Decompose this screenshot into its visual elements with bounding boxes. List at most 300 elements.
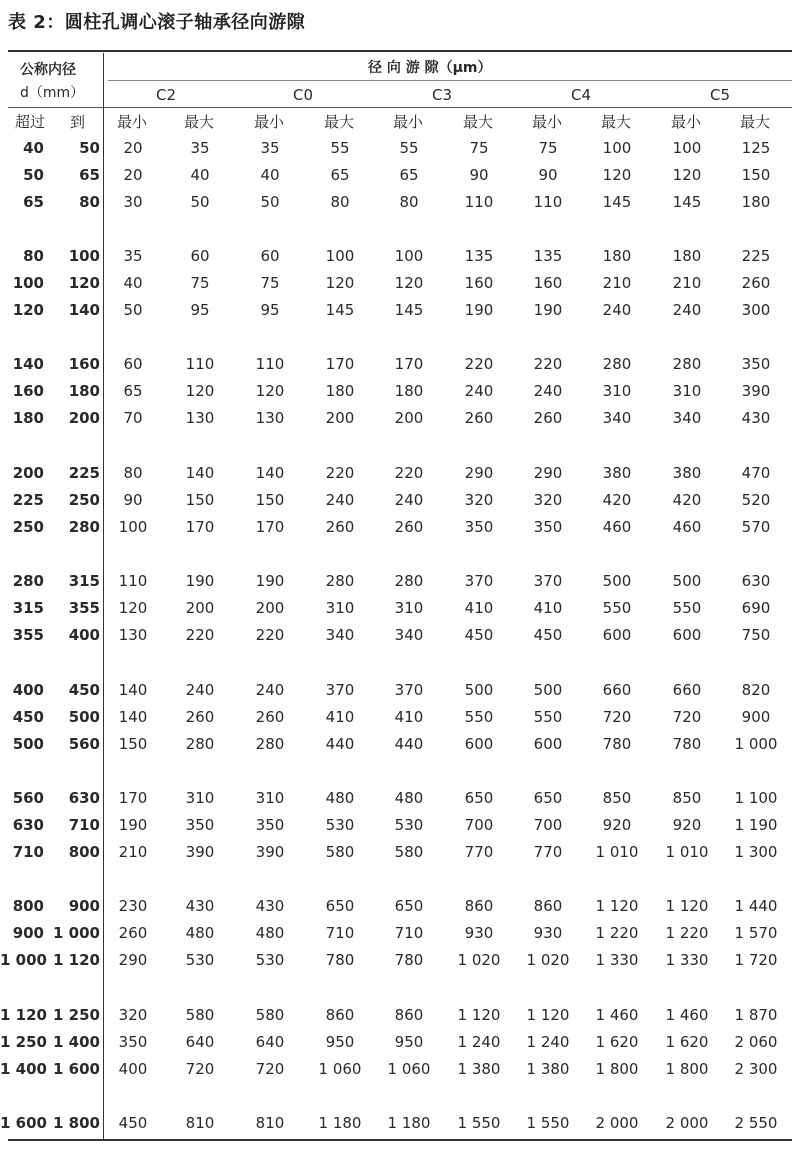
clearance-min-cell: 75 <box>538 139 558 157</box>
clearance-min-cell: 1 220 <box>665 924 709 942</box>
bore-to-cell: 450 <box>68 681 100 699</box>
subheader-max: 最大 <box>184 113 215 131</box>
clearance-min-cell: 65 <box>123 382 143 400</box>
clearance-max-cell: 660 <box>602 681 632 699</box>
clearance-max-cell: 260 <box>464 409 494 427</box>
clearance-min-cell: 480 <box>394 789 424 807</box>
clearance-max-cell: 920 <box>602 816 632 834</box>
clearance-min-cell: 1 120 <box>665 897 709 915</box>
clearance-min-cell: 860 <box>394 1006 424 1024</box>
clearance-min-cell: 260 <box>533 409 563 427</box>
clearance-min-cell: 40 <box>260 166 280 184</box>
clearance-max-cell: 570 <box>741 518 771 536</box>
bore-from-cell: 400 <box>12 681 44 699</box>
clearance-max-cell: 300 <box>741 301 771 319</box>
clearance-min-cell: 170 <box>394 355 424 373</box>
clearance-min-cell: 180 <box>672 247 702 265</box>
clearance-max-cell: 1 000 <box>734 735 778 753</box>
bore-to-cell: 900 <box>68 897 100 915</box>
clearance-min-cell: 810 <box>255 1114 285 1132</box>
subheader-max: 最大 <box>324 113 355 131</box>
subheader-max: 最大 <box>740 113 771 131</box>
clearance-max-cell: 720 <box>602 708 632 726</box>
clearance-max-cell: 100 <box>602 139 632 157</box>
clearance-max-cell: 140 <box>185 464 215 482</box>
clearance-max-cell: 380 <box>602 464 632 482</box>
clearance-max-cell: 1 570 <box>734 924 778 942</box>
bore-from-cell: 50 <box>23 166 44 184</box>
bore-from-cell: 280 <box>12 572 44 590</box>
clearance-max-cell: 370 <box>464 572 494 590</box>
clearance-min-cell: 450 <box>118 1114 148 1132</box>
clearance-max-cell: 450 <box>464 626 494 644</box>
clearance-max-cell: 710 <box>325 924 355 942</box>
clearance-max-cell: 200 <box>185 599 215 617</box>
clearance-max-cell: 1 550 <box>457 1114 501 1132</box>
clearance-min-cell: 780 <box>394 951 424 969</box>
clearance-max-cell: 1 720 <box>734 951 778 969</box>
clearance-min-cell: 240 <box>394 491 424 509</box>
clearance-min-cell: 75 <box>260 274 280 292</box>
clearance-min-cell: 920 <box>672 816 702 834</box>
clearance-min-cell: 1 180 <box>387 1114 431 1132</box>
clearance-max-cell: 350 <box>464 518 494 536</box>
clearance-min-cell: 190 <box>533 301 563 319</box>
bore-from-cell: 180 <box>12 409 44 427</box>
clearance-min-cell: 390 <box>255 843 285 861</box>
clearance-min-cell: 860 <box>533 897 563 915</box>
clearance-max-cell: 110 <box>464 193 494 211</box>
subheader-to: 到 <box>70 113 86 131</box>
clearance-min-cell: 40 <box>123 274 143 292</box>
subheader-max: 最大 <box>601 113 632 131</box>
clearance-min-cell: 310 <box>255 789 285 807</box>
clearance-min-cell: 650 <box>394 897 424 915</box>
clearance-min-cell: 1 620 <box>665 1033 709 1051</box>
clearance-min-cell: 100 <box>672 139 702 157</box>
clearance-min-cell: 220 <box>533 355 563 373</box>
clearance-min-cell: 530 <box>255 951 285 969</box>
clearance-min-cell: 30 <box>123 193 143 211</box>
clearance-min-cell: 220 <box>255 626 285 644</box>
clearance-min-cell: 140 <box>118 681 148 699</box>
clearance-min-cell: 110 <box>255 355 285 373</box>
bore-from-cell: 630 <box>12 816 44 834</box>
clearance-max-cell: 1 180 <box>318 1114 362 1132</box>
clearance-max-cell: 390 <box>185 843 215 861</box>
clearance-min-cell: 580 <box>255 1006 285 1024</box>
clearance-max-cell: 190 <box>185 572 215 590</box>
clearance-min-cell: 90 <box>123 491 143 509</box>
clearance-min-cell: 1 800 <box>665 1060 709 1078</box>
clearance-max-cell: 550 <box>464 708 494 726</box>
clearance-min-cell: 20 <box>123 166 143 184</box>
bore-to-cell: 1 800 <box>53 1114 100 1132</box>
bore-to-cell: 80 <box>79 193 100 211</box>
subheader-min: 最小 <box>393 113 424 131</box>
table-title: 表 2：圆柱孔调心滚子轴承径向游隙 <box>8 12 306 33</box>
clearance-max-cell: 35 <box>190 139 210 157</box>
clearance-max-cell: 260 <box>325 518 355 536</box>
clearance-min-cell: 60 <box>123 355 143 373</box>
clearance-max-cell: 860 <box>464 897 494 915</box>
clearance-max-cell: 470 <box>741 464 771 482</box>
clearance-min-cell: 100 <box>118 518 148 536</box>
clearance-min-cell: 500 <box>533 681 563 699</box>
clearance-max-cell: 290 <box>464 464 494 482</box>
clearance-min-cell: 35 <box>123 247 143 265</box>
group-header-c4: C4 <box>571 86 592 104</box>
clearance-max-cell: 240 <box>325 491 355 509</box>
clearance-max-cell: 190 <box>464 301 494 319</box>
clearance-max-cell: 1 120 <box>457 1006 501 1024</box>
clearance-min-cell: 20 <box>123 139 143 157</box>
bore-from-cell: 710 <box>12 843 44 861</box>
bore-from-cell: 1 000 <box>0 951 47 969</box>
clearance-max-cell: 170 <box>325 355 355 373</box>
clearance-min-cell: 35 <box>260 139 280 157</box>
clearance-min-cell: 460 <box>672 518 702 536</box>
bore-from-cell: 40 <box>23 139 44 157</box>
clearance-min-cell: 320 <box>533 491 563 509</box>
clearance-max-cell: 180 <box>741 193 771 211</box>
clearance-min-cell: 710 <box>394 924 424 942</box>
clearance-min-cell: 850 <box>672 789 702 807</box>
bore-to-cell: 140 <box>68 301 100 319</box>
bore-from-cell: 100 <box>12 274 44 292</box>
clearance-min-cell: 130 <box>255 409 285 427</box>
clearance-min-cell: 65 <box>399 166 419 184</box>
clearance-max-cell: 480 <box>325 789 355 807</box>
clearance-min-cell: 660 <box>672 681 702 699</box>
clearance-max-cell: 120 <box>325 274 355 292</box>
clearance-min-cell: 1 240 <box>526 1033 570 1051</box>
bore-from-cell: 120 <box>12 301 44 319</box>
bore-from-cell: 355 <box>12 626 44 644</box>
clearance-min-cell: 1 460 <box>665 1006 709 1024</box>
clearance-max-cell: 900 <box>741 708 771 726</box>
group-header-rule <box>8 107 792 108</box>
clearance-min-cell: 145 <box>394 301 424 319</box>
clearance-min-cell: 100 <box>394 247 424 265</box>
clearance-min-cell: 140 <box>255 464 285 482</box>
clearance-min-cell: 370 <box>533 572 563 590</box>
clearance-max-cell: 145 <box>602 193 632 211</box>
clearance-label: 径 向 游 隙（μm） <box>368 60 492 76</box>
clearance-min-cell: 240 <box>255 681 285 699</box>
clearance-min-cell: 350 <box>533 518 563 536</box>
clearance-max-cell: 40 <box>190 166 210 184</box>
clearance-min-cell: 150 <box>255 491 285 509</box>
clearance-max-cell: 225 <box>741 247 771 265</box>
clearance-max-cell: 420 <box>602 491 632 509</box>
clearance-min-cell: 50 <box>260 193 280 211</box>
clearance-max-cell: 320 <box>464 491 494 509</box>
clearance-max-cell: 2 060 <box>734 1033 778 1051</box>
clearance-min-cell: 260 <box>255 708 285 726</box>
clearance-min-cell: 180 <box>394 382 424 400</box>
clearance-min-cell: 410 <box>394 708 424 726</box>
clearance-max-cell: 500 <box>464 681 494 699</box>
clearance-max-cell: 430 <box>185 897 215 915</box>
clearance-max-cell: 1 190 <box>734 816 778 834</box>
clearance-max-cell: 650 <box>325 897 355 915</box>
clearance-max-cell: 50 <box>190 193 210 211</box>
bore-from-cell: 500 <box>12 735 44 753</box>
clearance-max-cell: 1 010 <box>595 843 639 861</box>
clearance-min-cell: 1 380 <box>526 1060 570 1078</box>
clearance-min-cell: 350 <box>118 1033 148 1051</box>
clearance-min-cell: 120 <box>394 274 424 292</box>
clearance-max-cell: 780 <box>325 951 355 969</box>
clearance-max-cell: 220 <box>185 626 215 644</box>
clearance-min-cell: 1 010 <box>665 843 709 861</box>
clearance-min-cell: 780 <box>672 735 702 753</box>
bore-label-line1: 公称内径 <box>20 62 76 78</box>
clearance-max-cell: 780 <box>602 735 632 753</box>
clearance-min-cell: 220 <box>394 464 424 482</box>
clearance-min-cell: 600 <box>533 735 563 753</box>
clearance-min-cell: 340 <box>672 409 702 427</box>
clearance-min-cell: 550 <box>672 599 702 617</box>
bore-to-cell: 710 <box>68 816 100 834</box>
clearance-max-cell: 180 <box>602 247 632 265</box>
clearance-min-cell: 280 <box>394 572 424 590</box>
clearance-min-cell: 280 <box>672 355 702 373</box>
clearance-max-cell: 90 <box>469 166 489 184</box>
clearance-max-cell: 350 <box>185 816 215 834</box>
clearance-min-cell: 240 <box>533 382 563 400</box>
clearance-max-cell: 440 <box>325 735 355 753</box>
clearance-max-cell: 2 550 <box>734 1114 778 1132</box>
clearance-min-cell: 90 <box>538 166 558 184</box>
clearance-max-cell: 2 000 <box>595 1114 639 1132</box>
clearance-min-cell: 110 <box>118 572 148 590</box>
bore-from-cell: 315 <box>12 599 44 617</box>
clearance-max-cell: 530 <box>325 816 355 834</box>
clearance-max-cell: 110 <box>185 355 215 373</box>
clearance-max-cell: 430 <box>741 409 771 427</box>
clearance-max-cell: 220 <box>464 355 494 373</box>
clearance-max-cell: 850 <box>602 789 632 807</box>
clearance-max-cell: 370 <box>325 681 355 699</box>
clearance-max-cell: 410 <box>325 708 355 726</box>
group-header-c5: C5 <box>710 86 731 104</box>
clearance-max-cell: 220 <box>325 464 355 482</box>
bore-from-cell: 1 250 <box>0 1033 47 1051</box>
clearance-max-cell: 310 <box>325 599 355 617</box>
bore-to-cell: 1 400 <box>53 1033 100 1051</box>
clearance-max-cell: 150 <box>741 166 771 184</box>
subheader-min: 最小 <box>254 113 285 131</box>
clearance-min-cell: 350 <box>255 816 285 834</box>
bore-to-cell: 120 <box>68 274 100 292</box>
clearance-min-cell: 200 <box>394 409 424 427</box>
clearance-max-cell: 750 <box>741 626 771 644</box>
clearance-max-cell: 820 <box>741 681 771 699</box>
clearance-max-cell: 120 <box>185 382 215 400</box>
clearance-max-cell: 210 <box>602 274 632 292</box>
clearance-max-cell: 240 <box>464 382 494 400</box>
clearance-min-cell: 950 <box>394 1033 424 1051</box>
subheader-min: 最小 <box>117 113 148 131</box>
table-bottom-rule <box>8 1139 792 1141</box>
clearance-max-cell: 650 <box>464 789 494 807</box>
clearance-max-cell: 720 <box>185 1060 215 1078</box>
clearance-max-cell: 200 <box>325 409 355 427</box>
clearance-min-cell: 340 <box>394 626 424 644</box>
clearance-max-cell: 810 <box>185 1114 215 1132</box>
clearance-max-cell: 55 <box>330 139 350 157</box>
clearance-min-cell: 95 <box>260 301 280 319</box>
clearance-max-cell: 1 460 <box>595 1006 639 1024</box>
clearance-min-cell: 1 330 <box>665 951 709 969</box>
clearance-max-cell: 130 <box>185 409 215 427</box>
clearance-min-cell: 160 <box>533 274 563 292</box>
clearance-max-cell: 700 <box>464 816 494 834</box>
clearance-min-cell: 930 <box>533 924 563 942</box>
clearance-max-cell: 1 380 <box>457 1060 501 1078</box>
bore-from-cell: 225 <box>12 491 44 509</box>
clearance-max-cell: 280 <box>185 735 215 753</box>
clearance-max-cell: 350 <box>741 355 771 373</box>
clearance-min-cell: 120 <box>118 599 148 617</box>
clearance-max-cell: 950 <box>325 1033 355 1051</box>
clearance-min-cell: 290 <box>118 951 148 969</box>
clearance-max-cell: 460 <box>602 518 632 536</box>
bore-from-cell: 1 600 <box>0 1114 47 1132</box>
clearance-min-cell: 720 <box>672 708 702 726</box>
bore-to-cell: 630 <box>68 789 100 807</box>
clearance-min-cell: 80 <box>123 464 143 482</box>
clearance-max-cell: 100 <box>325 247 355 265</box>
clearance-max-cell: 65 <box>330 166 350 184</box>
clearance-max-cell: 120 <box>602 166 632 184</box>
bore-to-cell: 500 <box>68 708 100 726</box>
clearance-min-cell: 430 <box>255 897 285 915</box>
clearance-min-cell: 230 <box>118 897 148 915</box>
clearance-max-cell: 1 330 <box>595 951 639 969</box>
clearance-min-cell: 410 <box>533 599 563 617</box>
clearance-min-cell: 450 <box>533 626 563 644</box>
bore-to-cell: 315 <box>68 572 100 590</box>
clearance-max-cell: 480 <box>185 924 215 942</box>
bore-to-cell: 1 000 <box>53 924 100 942</box>
clearance-min-cell: 550 <box>533 708 563 726</box>
clearance-min-cell: 130 <box>118 626 148 644</box>
clearance-max-cell: 280 <box>325 572 355 590</box>
clearance-min-cell: 60 <box>260 247 280 265</box>
clearance-min-cell: 400 <box>118 1060 148 1078</box>
clearance-min-cell: 120 <box>672 166 702 184</box>
bore-to-cell: 160 <box>68 355 100 373</box>
clearance-max-cell: 340 <box>602 409 632 427</box>
subheader-max: 最大 <box>463 113 494 131</box>
bore-to-cell: 50 <box>79 139 100 157</box>
clearance-min-cell: 650 <box>533 789 563 807</box>
clearance-min-cell: 2 000 <box>665 1114 709 1132</box>
clearance-min-cell: 145 <box>672 193 702 211</box>
clearance-max-cell: 1 870 <box>734 1006 778 1024</box>
clearance-min-cell: 70 <box>123 409 143 427</box>
bore-from-cell: 65 <box>23 193 44 211</box>
bore-to-cell: 225 <box>68 464 100 482</box>
bore-to-cell: 280 <box>68 518 100 536</box>
clearance-min-cell: 310 <box>672 382 702 400</box>
subheader-min: 最小 <box>671 113 702 131</box>
clearance-min-cell: 110 <box>533 193 563 211</box>
clearance-max-cell: 390 <box>741 382 771 400</box>
clearance-min-cell: 530 <box>394 816 424 834</box>
clearance-max-cell: 135 <box>464 247 494 265</box>
group-header-c0: C0 <box>293 86 314 104</box>
clearance-max-cell: 60 <box>190 247 210 265</box>
bore-to-cell: 65 <box>79 166 100 184</box>
bore-from-cell: 1 400 <box>0 1060 47 1078</box>
clearance-max-cell: 1 060 <box>318 1060 362 1078</box>
clearance-max-cell: 1 220 <box>595 924 639 942</box>
clearance-max-cell: 260 <box>741 274 771 292</box>
clearance-max-cell: 530 <box>185 951 215 969</box>
clearance-max-cell: 580 <box>185 1006 215 1024</box>
clearance-min-cell: 50 <box>123 301 143 319</box>
clearance-max-cell: 550 <box>602 599 632 617</box>
clearance-min-cell: 240 <box>672 301 702 319</box>
table-top-rule <box>8 50 792 52</box>
clearance-max-cell: 1 100 <box>734 789 778 807</box>
clearance-min-cell: 380 <box>672 464 702 482</box>
clearance-min-cell: 280 <box>255 735 285 753</box>
clearance-min-cell: 480 <box>255 924 285 942</box>
clearance-min-cell: 320 <box>118 1006 148 1024</box>
clearance-min-cell: 700 <box>533 816 563 834</box>
bore-label-line2: d（mm） <box>20 85 85 101</box>
clearance-min-cell: 170 <box>255 518 285 536</box>
bore-to-cell: 200 <box>68 409 100 427</box>
clearance-min-cell: 210 <box>672 274 702 292</box>
clearance-max-cell: 75 <box>190 274 210 292</box>
clearance-min-cell: 580 <box>394 843 424 861</box>
clearance-max-cell: 310 <box>602 382 632 400</box>
clearance-min-cell: 80 <box>399 193 419 211</box>
clearance-max-cell: 1 020 <box>457 951 501 969</box>
clearance-max-cell: 630 <box>741 572 771 590</box>
clearance-max-cell: 500 <box>602 572 632 590</box>
bore-to-cell: 355 <box>68 599 100 617</box>
clearance-max-cell: 600 <box>464 735 494 753</box>
clearance-min-cell: 290 <box>533 464 563 482</box>
bore-to-cell: 400 <box>68 626 100 644</box>
clearance-max-cell: 240 <box>185 681 215 699</box>
clearance-min-cell: 640 <box>255 1033 285 1051</box>
clearance-max-cell: 1 240 <box>457 1033 501 1051</box>
bore-from-cell: 800 <box>12 897 44 915</box>
group-header-c3: C3 <box>432 86 453 104</box>
clearance-min-cell: 500 <box>672 572 702 590</box>
clearance-min-cell: 720 <box>255 1060 285 1078</box>
clearance-min-cell: 420 <box>672 491 702 509</box>
bore-from-cell: 200 <box>12 464 44 482</box>
clearance-max-cell: 280 <box>602 355 632 373</box>
clearance-max-cell: 75 <box>469 139 489 157</box>
clearance-min-cell: 200 <box>255 599 285 617</box>
clearance-max-cell: 520 <box>741 491 771 509</box>
bore-to-cell: 1 600 <box>53 1060 100 1078</box>
clearance-max-cell: 95 <box>190 301 210 319</box>
clearance-min-cell: 440 <box>394 735 424 753</box>
bore-from-cell: 1 120 <box>0 1006 47 1024</box>
clearance-max-cell: 310 <box>185 789 215 807</box>
